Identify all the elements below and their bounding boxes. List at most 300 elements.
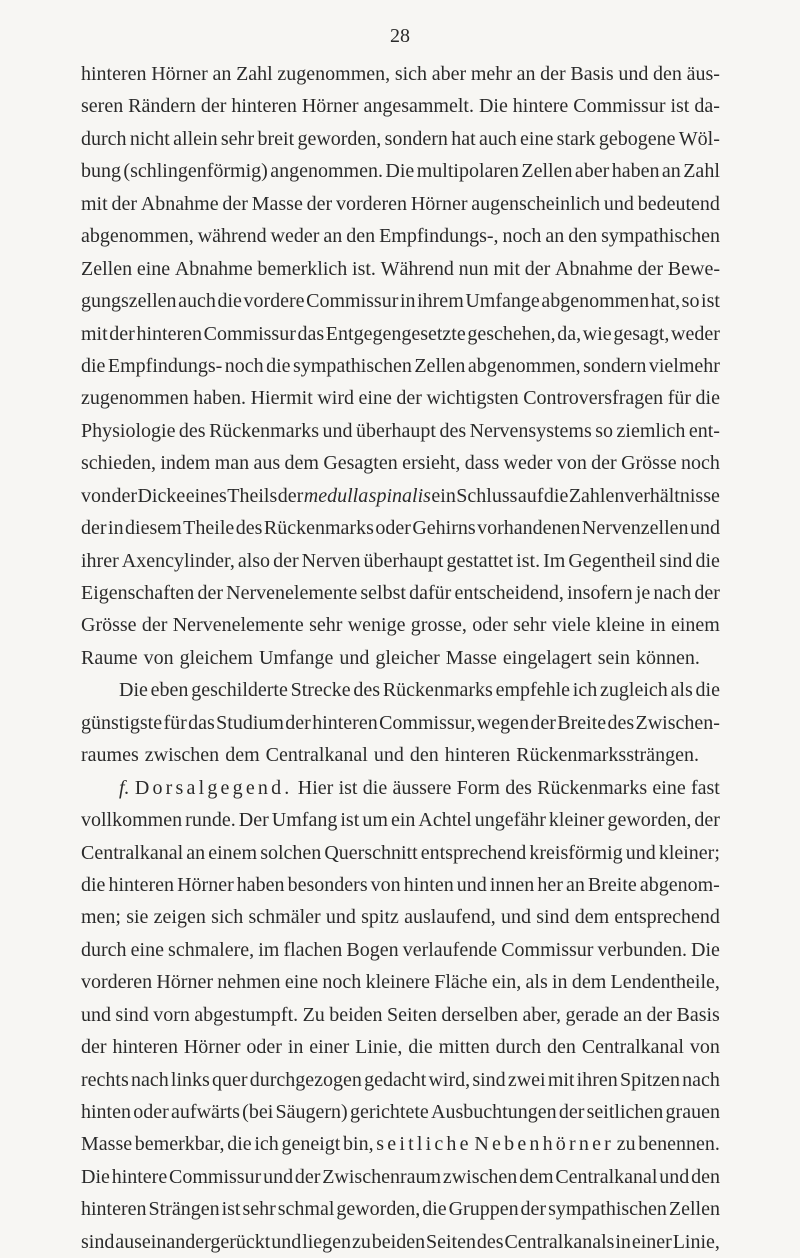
word: gestattet xyxy=(446,549,514,572)
word: Abnahme xyxy=(140,192,219,215)
word: seitlichen xyxy=(586,1101,664,1123)
word: in xyxy=(399,290,416,313)
text-line xyxy=(81,934,720,966)
word: gerichtete xyxy=(349,1101,429,1123)
word: seitliche xyxy=(376,1133,472,1156)
word: der xyxy=(109,322,135,345)
word: der xyxy=(111,192,138,215)
word: im xyxy=(258,938,280,961)
word: hat xyxy=(451,127,476,150)
word: schmäler xyxy=(248,906,321,929)
word: Hörner xyxy=(156,971,213,994)
word: und xyxy=(456,873,487,896)
word: Raume xyxy=(81,646,138,669)
word: einem xyxy=(208,841,258,864)
word: sind xyxy=(81,1230,115,1253)
word: vorn xyxy=(153,1003,190,1026)
word: selbst xyxy=(360,582,406,604)
word: in xyxy=(108,517,124,540)
word: der xyxy=(197,582,223,604)
word: sondern xyxy=(583,354,647,377)
word: in xyxy=(552,971,568,994)
word: derselben xyxy=(441,1003,519,1026)
word: weder xyxy=(270,225,320,248)
word: der xyxy=(200,95,227,118)
word: aber, xyxy=(522,1003,562,1026)
word: kleine xyxy=(595,614,645,637)
word: so xyxy=(681,290,700,313)
word: Hiermit xyxy=(250,387,313,410)
word: an xyxy=(565,873,585,896)
word: Hörner xyxy=(301,95,359,118)
word: Schluss xyxy=(456,484,518,507)
word: hat, xyxy=(650,290,681,313)
text-line xyxy=(81,1031,720,1063)
word: Commissur xyxy=(306,290,399,313)
word: Masse xyxy=(251,192,303,215)
word: Studium xyxy=(216,711,284,734)
word: durchgezogen xyxy=(249,1068,362,1091)
word: den xyxy=(691,1165,720,1188)
word: ein xyxy=(390,809,416,832)
word: mit xyxy=(81,192,108,215)
word: an xyxy=(516,63,536,85)
word: allein xyxy=(173,127,218,150)
word: angenommen. xyxy=(270,160,383,183)
word: stark xyxy=(556,127,596,150)
word: Theils xyxy=(227,484,278,507)
word: der xyxy=(520,1198,547,1221)
word: bung xyxy=(81,160,121,183)
word: Rückenmarks xyxy=(209,419,320,442)
word: Hier xyxy=(297,776,334,799)
word: abgenommen, xyxy=(467,354,581,377)
word: und xyxy=(618,63,649,85)
word: Nervenelemente xyxy=(226,582,358,604)
word: und xyxy=(689,517,720,540)
word: Hörner xyxy=(151,63,208,85)
word: aufwärts xyxy=(171,1101,240,1123)
word: geworden, xyxy=(297,127,382,150)
word: benennen. xyxy=(638,1133,720,1156)
word: ist xyxy=(701,290,720,313)
word: des xyxy=(353,679,381,702)
word: abgenommen xyxy=(541,290,650,313)
word: her xyxy=(537,873,563,896)
word: an xyxy=(661,160,681,183)
word: insofern xyxy=(567,582,633,604)
word: oder xyxy=(472,614,508,637)
word: Säugern) xyxy=(275,1101,348,1123)
word: mit xyxy=(493,257,521,280)
text-line xyxy=(81,545,720,577)
word: von xyxy=(556,452,587,475)
word: ent- xyxy=(688,419,720,442)
word: zugenommen, xyxy=(277,63,391,85)
word: des xyxy=(439,419,467,442)
word: der xyxy=(637,257,664,280)
word: vorhandenen xyxy=(477,517,581,540)
word: Seiten xyxy=(386,1003,437,1026)
word: mit xyxy=(547,1068,575,1091)
text-line xyxy=(81,966,720,998)
word: wie xyxy=(582,322,612,345)
word: auseinandergerückt xyxy=(115,1230,271,1253)
word: (schlingenförmig) xyxy=(123,160,268,183)
word: Rückenmarkssträngen. xyxy=(516,744,699,767)
word: eine xyxy=(358,387,392,410)
word: eine xyxy=(520,127,554,150)
word: Empfindungs-, xyxy=(379,225,499,248)
text-line xyxy=(81,577,720,609)
text-line xyxy=(81,1193,720,1225)
word: hinteren xyxy=(81,1198,147,1221)
word: Umfang xyxy=(271,809,338,832)
word: während xyxy=(197,225,267,248)
word: besonders xyxy=(287,873,368,896)
word: eine xyxy=(284,971,319,994)
word: an xyxy=(212,63,232,85)
word: der xyxy=(81,1036,107,1059)
word: Seiten xyxy=(425,1230,476,1253)
word: der xyxy=(111,484,138,507)
word: sondern xyxy=(384,127,448,150)
word: beiden xyxy=(329,1003,383,1026)
word: sich xyxy=(211,906,244,929)
word: dass xyxy=(464,452,500,475)
word: der xyxy=(306,192,333,215)
word: Entgegengesetzte xyxy=(325,322,466,345)
word: die xyxy=(543,484,569,507)
word: weder xyxy=(503,452,553,475)
text-line xyxy=(81,447,720,479)
word: an xyxy=(623,1003,643,1026)
word: der xyxy=(81,517,107,540)
word: nach xyxy=(682,1068,720,1091)
word: indem xyxy=(160,452,211,475)
word: zwischen xyxy=(144,744,220,767)
word: die xyxy=(266,354,291,377)
text-line xyxy=(81,901,720,933)
text-line xyxy=(81,220,720,252)
word: Commissur xyxy=(169,1165,262,1188)
word: einem xyxy=(670,614,720,637)
word: Breite xyxy=(587,873,637,896)
word: zwischen xyxy=(442,1165,518,1188)
word: Axencylinder, xyxy=(121,549,235,572)
text-line xyxy=(81,1096,720,1128)
word: medulla xyxy=(303,484,369,507)
word: und xyxy=(81,1003,111,1026)
word: Während xyxy=(380,257,454,280)
word: von xyxy=(81,484,111,507)
word: und xyxy=(271,1230,302,1253)
word: die xyxy=(81,873,106,896)
word: links xyxy=(170,1068,210,1091)
word: vorderen xyxy=(81,971,153,994)
word: der xyxy=(558,1101,585,1123)
word: auch xyxy=(478,127,517,150)
word: mit xyxy=(81,322,108,345)
word: geworden, xyxy=(336,1198,421,1221)
word: ist xyxy=(340,809,360,832)
text-line xyxy=(81,609,720,641)
text-line xyxy=(81,869,720,901)
word: hinteren xyxy=(108,873,175,896)
word: Im xyxy=(543,549,566,572)
word: haben xyxy=(611,160,660,183)
word: ihren xyxy=(576,1068,618,1091)
word: vorderen xyxy=(335,192,408,215)
body-text xyxy=(81,58,720,1258)
word: zu xyxy=(616,1133,636,1156)
text-line xyxy=(81,318,720,350)
word: verlaufende xyxy=(402,938,498,961)
word: eingelagert xyxy=(502,646,592,669)
word: auslaufend, xyxy=(404,906,496,929)
word: die xyxy=(695,387,720,410)
word: nach xyxy=(653,582,692,604)
word: mehr xyxy=(470,63,512,85)
word: Die xyxy=(385,160,415,183)
word: entsprechend xyxy=(420,841,527,864)
word: die xyxy=(217,290,242,313)
word: vollkommen xyxy=(81,809,183,832)
word: noch xyxy=(680,452,720,475)
word: schmalere, xyxy=(168,938,255,961)
word: und xyxy=(263,1165,294,1188)
word: geneigt xyxy=(281,1133,341,1156)
text-line xyxy=(81,285,720,317)
word: wegen xyxy=(476,711,530,734)
word: solchen xyxy=(260,841,322,864)
word: bedeutend xyxy=(637,192,720,215)
word: abgestumpft. xyxy=(194,1003,299,1026)
word: hinten xyxy=(81,1101,131,1123)
word: kleiner; xyxy=(658,841,720,864)
word: fast xyxy=(690,776,720,799)
word: Gegentheil xyxy=(568,549,657,572)
word: eine xyxy=(130,938,164,961)
word: runde. xyxy=(185,809,236,832)
word: sympathischen xyxy=(601,225,720,248)
word: Centralkanal xyxy=(81,841,184,864)
word: Eigenschaften xyxy=(81,582,195,604)
text-line xyxy=(81,804,720,836)
word: Controversfragen xyxy=(523,387,664,410)
word: Commissur xyxy=(573,95,666,118)
word: Bogen xyxy=(346,938,399,961)
word: sein xyxy=(597,646,630,669)
word: gedacht xyxy=(364,1068,427,1091)
word: überhaupt xyxy=(363,549,444,572)
word: auch xyxy=(178,290,216,313)
word: entscheidend, xyxy=(454,582,564,604)
word: gungszellen xyxy=(81,290,177,313)
word: Dorsalgegend. xyxy=(134,776,293,799)
word: sehr xyxy=(242,1198,276,1221)
word: hinteren xyxy=(444,744,511,767)
word: Umfange xyxy=(465,290,540,313)
word: diesem xyxy=(125,517,182,540)
word: ich xyxy=(254,1133,279,1156)
word: von xyxy=(370,873,401,896)
word: die xyxy=(227,1133,252,1156)
word: Centralkanal xyxy=(265,744,368,767)
word: die xyxy=(695,549,720,572)
word: den xyxy=(409,744,439,767)
word: ein, xyxy=(491,971,522,994)
text-line xyxy=(81,90,720,122)
word: sehr xyxy=(220,127,255,150)
word: Dicke xyxy=(137,484,186,507)
word: sympathischen xyxy=(548,1198,667,1221)
word: sind xyxy=(115,1003,149,1026)
word: bemerklich xyxy=(257,257,348,280)
word: Zwischen- xyxy=(635,711,720,734)
word: wenige xyxy=(347,614,406,637)
word: ersieht, xyxy=(402,452,461,475)
text-line xyxy=(81,707,720,739)
word: eine xyxy=(652,776,686,799)
word: den xyxy=(346,225,376,248)
word: Commissur xyxy=(203,322,296,345)
text-line xyxy=(81,1226,720,1258)
word: gebogene xyxy=(598,127,676,150)
word: Abnahme xyxy=(174,257,253,280)
word: zeigen xyxy=(153,906,206,929)
word: überhaupt xyxy=(355,419,436,442)
word: dem xyxy=(225,744,260,767)
word: seren xyxy=(81,95,124,118)
word: angesammelt. xyxy=(363,95,474,118)
word: Breite xyxy=(557,711,607,734)
word: der xyxy=(273,549,299,572)
word: und xyxy=(500,906,531,929)
word: aus xyxy=(253,452,281,475)
word: dem xyxy=(519,1165,554,1188)
word: sehr xyxy=(309,614,343,637)
word: Rückenmarks xyxy=(382,679,493,702)
word: können. xyxy=(635,646,700,669)
word: ist xyxy=(338,776,358,799)
word: Empfindungs- xyxy=(107,354,223,377)
text-line xyxy=(81,739,720,771)
word: Masse xyxy=(81,1133,133,1156)
word: Gehirns xyxy=(412,517,476,540)
word: des xyxy=(476,1230,504,1253)
word: von xyxy=(143,646,174,669)
word: einer xyxy=(309,1036,350,1059)
word: multipolaren xyxy=(416,160,519,183)
word: als xyxy=(670,679,693,702)
word: sie xyxy=(126,906,149,929)
word: Commissur xyxy=(501,938,594,961)
word: günstigste xyxy=(81,711,163,734)
word: geworden, xyxy=(607,809,692,832)
word: Wöl- xyxy=(678,127,720,150)
word: ist. xyxy=(516,549,541,572)
word: spinalis xyxy=(368,484,431,507)
word: oder xyxy=(133,1101,169,1123)
word: Lendentheile, xyxy=(610,971,720,994)
word: Basis xyxy=(676,1003,720,1026)
word: und xyxy=(625,841,656,864)
word: auf xyxy=(517,484,544,507)
word: durch xyxy=(495,1036,542,1059)
text-line xyxy=(81,480,720,512)
word: gleichem xyxy=(179,646,253,669)
word: durch xyxy=(81,127,127,150)
word: verbunden. xyxy=(597,938,687,961)
word: Zellen xyxy=(414,354,466,377)
word: an xyxy=(323,225,343,248)
word: Achtel xyxy=(418,809,472,832)
word: die xyxy=(408,1036,433,1059)
word: wichtigsten xyxy=(426,387,519,410)
word: ist xyxy=(670,95,690,118)
word: grauen xyxy=(665,1101,720,1123)
word: und xyxy=(659,1165,690,1188)
word: dem xyxy=(574,906,610,929)
word: und xyxy=(325,906,356,929)
word: haben xyxy=(236,873,285,896)
text-line xyxy=(81,512,720,544)
word: Commissur, xyxy=(379,711,476,734)
word: Strängen xyxy=(148,1198,220,1221)
word: Spitzen xyxy=(619,1068,680,1091)
word: an xyxy=(545,225,565,248)
word: Bewe- xyxy=(667,257,720,280)
word: Gruppen xyxy=(448,1198,519,1221)
word: also xyxy=(237,549,271,572)
word: die xyxy=(362,776,388,799)
text-line xyxy=(81,837,720,869)
word: mitten xyxy=(438,1036,490,1059)
word: viele xyxy=(551,614,591,637)
word: breit xyxy=(257,127,295,150)
word: eines xyxy=(185,484,227,507)
word: Zahlenverhältnisse xyxy=(568,484,720,507)
word: sind xyxy=(472,1068,506,1091)
word: Centralkanal xyxy=(555,1165,658,1188)
text-line xyxy=(81,123,720,155)
word: spitz xyxy=(361,906,399,929)
text-line xyxy=(81,415,720,447)
word: ungefähr xyxy=(474,809,546,832)
word: Linie, xyxy=(672,1230,720,1253)
word: des xyxy=(607,711,635,734)
page-number: 28 xyxy=(390,25,410,47)
word: Die xyxy=(81,1165,110,1188)
word: Hörner xyxy=(183,1036,241,1059)
word: sympathischen xyxy=(293,354,412,377)
word: zwei xyxy=(507,1068,546,1091)
word: bin, xyxy=(343,1133,374,1156)
word: rechts xyxy=(81,1068,129,1091)
word: augenscheinlich xyxy=(471,192,601,215)
word: Linie, xyxy=(355,1036,403,1059)
text-line xyxy=(81,1064,720,1096)
word: Grösse xyxy=(81,614,137,637)
word: so xyxy=(595,419,614,442)
word: ziemlich xyxy=(616,419,686,442)
word: weder xyxy=(671,322,720,345)
word: oder xyxy=(246,1036,282,1059)
word: aber xyxy=(574,160,610,183)
word: gleicher xyxy=(375,646,440,669)
word: vielmehr xyxy=(648,354,720,377)
